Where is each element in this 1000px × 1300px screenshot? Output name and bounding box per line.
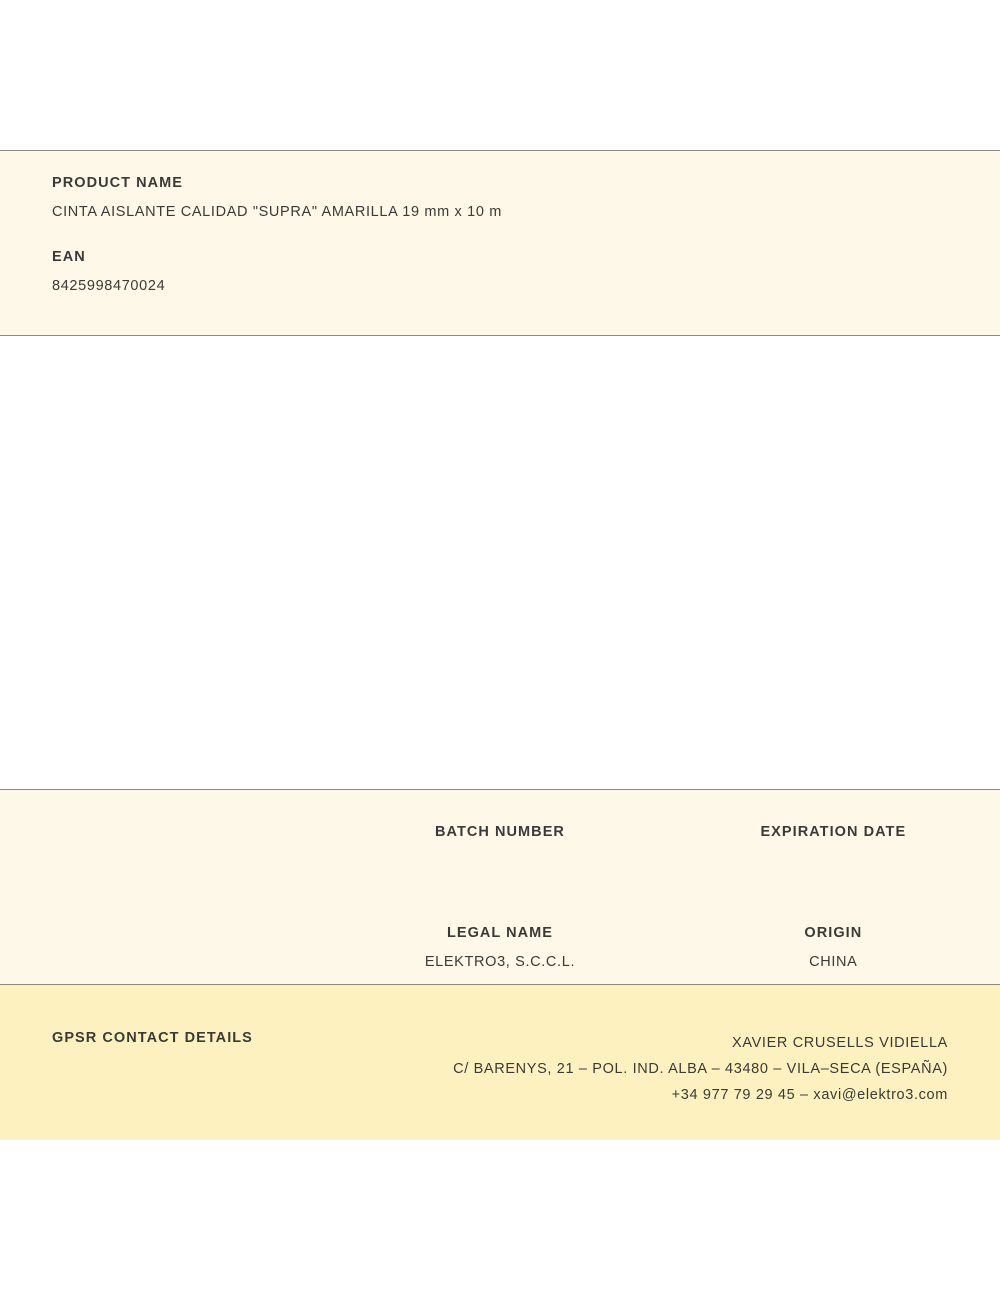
batch-number-value [333,853,666,870]
blank-content-area [0,336,1000,789]
gpsr-contact-details [453,1030,948,1108]
gpsr-contact-address: C/ BARENYS, 21 – POL. IND. ALBA – 43480 – VILA–SECA (ESPAÑA) [453,1061,948,1077]
gpsr-contact-label: GPSR CONTACT DETAILS [52,1030,253,1046]
gpsr-contact-name: XAVIER CRUSELLS VIDIELLA [732,1035,948,1051]
details-row-legal [0,870,1000,971]
page-footer-area [0,1140,1000,1300]
legal-name-value: ELEKTRO3, S.C.C.L. [424,954,576,970]
origin-label: ORIGIN [804,925,863,941]
legal-name-label: LEGAL NAME [446,925,554,941]
product-name-label: PRODUCT NAME [52,175,184,191]
details-cell-empty-2 [0,925,333,971]
details-row-batch [0,790,1000,870]
expiration-date-label: EXPIRATION DATE [760,824,907,840]
ean-label: EAN [52,249,86,265]
batch-number-label: BATCH NUMBER [435,824,565,840]
product-name-value: CINTA AISLANTE CALIDAD "SUPRA" AMARILLA 19 mm x 10 m [52,204,502,220]
legal-name-cell [333,925,666,971]
ean-value: 8425998470024 [52,278,166,294]
product-identity-section [0,150,1000,336]
expiration-date-cell [667,824,1000,870]
origin-cell [667,925,1000,971]
expiration-date-value [667,853,1000,870]
gpsr-contact-section [0,985,1000,1140]
details-cell-empty-1 [0,824,333,870]
origin-value: CHINA [809,954,858,970]
gpsr-contact-phone-email: +34 977 79 29 45 – xavi@elektro3.com [671,1087,948,1103]
product-details-section [0,789,1000,985]
section-spacer [52,220,950,249]
batch-number-cell [333,824,666,870]
